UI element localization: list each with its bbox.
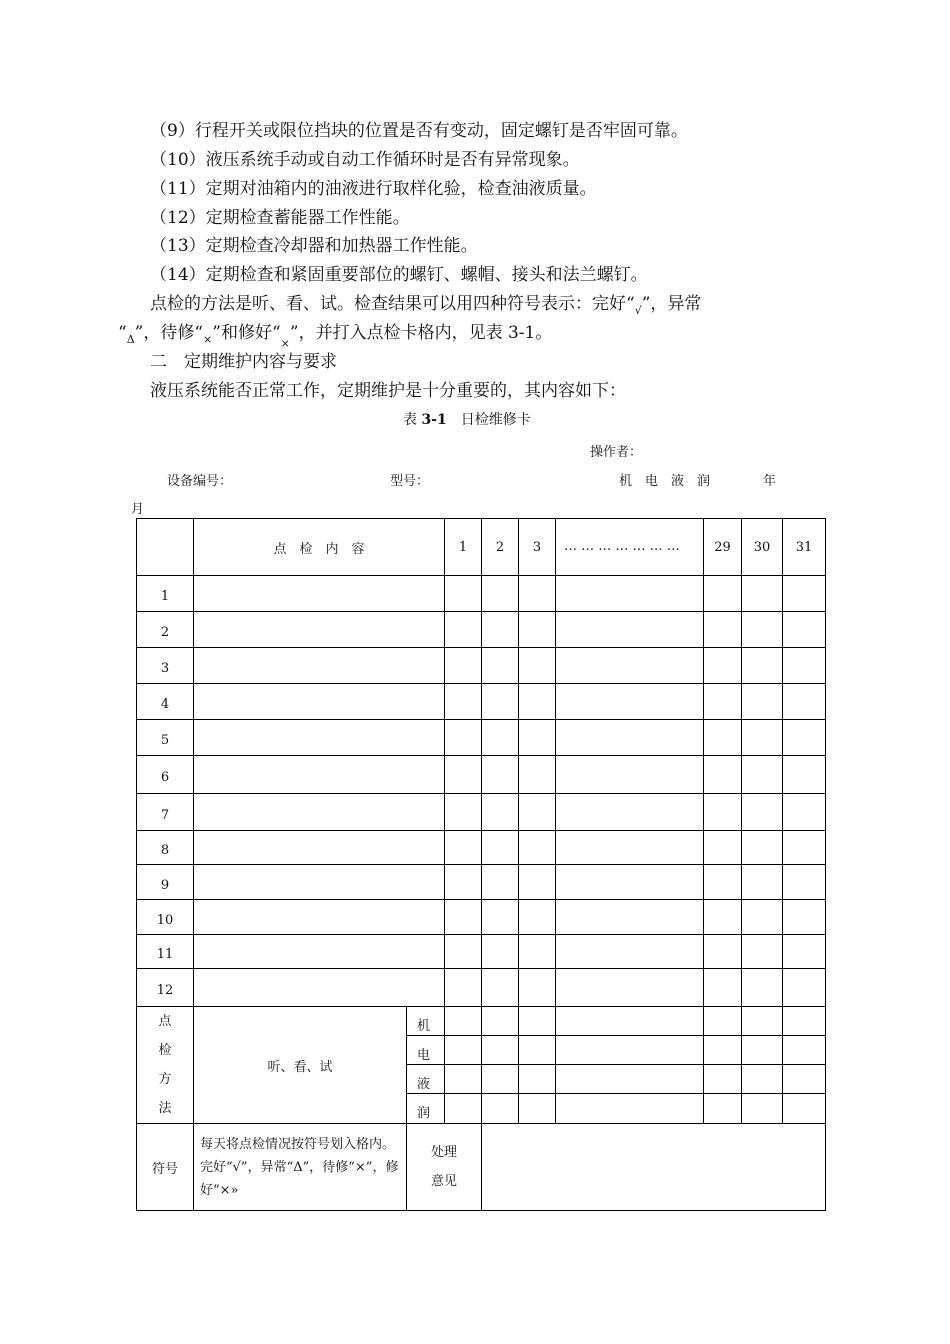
row-content-cell[interactable] <box>194 969 445 1007</box>
row-content-cell[interactable] <box>194 576 445 612</box>
table-row <box>137 865 826 900</box>
row-content-cell[interactable] <box>194 684 445 720</box>
section-intro: 液压系统能否正常工作，定期维护是十分重要的，其内容如下： <box>150 381 626 401</box>
row-content-cell[interactable] <box>194 831 445 865</box>
row-number: 1 <box>137 576 194 612</box>
device-number-label: 设备编号： <box>167 474 233 489</box>
header-ellipsis: … … … … … … … <box>556 519 704 576</box>
symbol-note: 每天将点检情况按符号划入格内。完好“√”，异常“Δ”，待修“×”，修好“×» <box>194 1124 407 1211</box>
table-row <box>137 684 826 720</box>
paragraph-item-14: （14）定期检查和紧固重要部位的螺钉、螺帽、接头和法兰螺钉。 <box>150 265 648 285</box>
row-number: 11 <box>137 935 194 969</box>
method-label: 点 检 方 法 <box>137 1007 194 1124</box>
row-number: 6 <box>137 756 194 794</box>
method-text: 听、看、试 <box>194 1007 407 1124</box>
method-text-a: 点检的方法是听、看、试。检查结果可以用四种符号表示：完好“ <box>150 294 635 314</box>
inspection-card-table <box>136 518 826 1211</box>
row-number: 5 <box>137 720 194 756</box>
ok-symbol: √ <box>634 304 642 317</box>
header-day-3: 3 <box>519 519 556 576</box>
abnormal-symbol: Δ <box>126 333 135 346</box>
method-paragraph-line-1 <box>150 294 701 316</box>
table-row <box>137 935 826 969</box>
method-text-d: ”和修好“ <box>212 323 281 343</box>
row-number: 4 <box>137 684 194 720</box>
method-text-c: ”，待修“ <box>134 323 204 343</box>
method-text-b: ”，异常 <box>641 294 702 314</box>
table-row <box>137 612 826 648</box>
table-row <box>137 831 826 865</box>
row-content-cell[interactable] <box>194 648 445 684</box>
row-content-cell[interactable] <box>194 935 445 969</box>
table-row <box>137 720 826 756</box>
method-sub-mechanical: 机 <box>407 1007 445 1036</box>
method-text-e: ”，并打入点检卡格内，见表 3-1。 <box>289 323 553 343</box>
paragraph-item-12: （12）定期检查蓄能器工作性能。 <box>150 208 410 228</box>
header-day-30: 30 <box>742 519 783 576</box>
repair-symbol: × <box>203 333 213 346</box>
method-quote: “ <box>118 323 127 343</box>
header-day-29: 29 <box>704 519 742 576</box>
table-row <box>137 794 826 831</box>
operator-label: 操作者： <box>590 445 643 460</box>
handling-label: 处理 意见 <box>407 1124 482 1211</box>
paragraph-item-13: （13）定期检查冷却器和加热器工作性能。 <box>150 236 478 256</box>
paragraph-item-11: （11）定期对油箱内的油液进行取样化验，检查油液质量。 <box>150 179 597 199</box>
table-row <box>137 648 826 684</box>
table-row <box>137 969 826 1007</box>
section-heading: 二 定期维护内容与要求 <box>150 352 337 372</box>
header-day-31: 31 <box>783 519 826 576</box>
year-label: 年 <box>763 474 777 489</box>
row-content-cell[interactable] <box>194 720 445 756</box>
model-label: 型号： <box>390 474 430 489</box>
row-content-cell[interactable] <box>194 865 445 900</box>
paragraph-item-10: （10）液压系统手动或自动工作循环时是否有异常现象。 <box>150 150 580 170</box>
row-content-cell[interactable] <box>194 900 445 935</box>
row-number: 10 <box>137 900 194 935</box>
header-blank-cell <box>137 519 194 576</box>
category-labels: 机 电 液 润 <box>619 474 711 489</box>
row-number: 3 <box>137 648 194 684</box>
table-caption: 表 3-1 日检维修卡 <box>403 412 531 428</box>
row-number: 7 <box>137 794 194 831</box>
symbol-label: 符号 <box>137 1124 194 1211</box>
header-content: 点 检 内 容 <box>194 519 445 576</box>
table-row <box>137 756 826 794</box>
method-row <box>137 1007 826 1036</box>
header-day-2: 2 <box>482 519 519 576</box>
table-header-row <box>137 519 826 576</box>
handling-opinion-field[interactable] <box>482 1124 826 1211</box>
row-number: 8 <box>137 831 194 865</box>
method-sub-hydraulic: 液 <box>407 1065 445 1094</box>
symbol-row <box>137 1124 826 1211</box>
method-sub-electrical: 电 <box>407 1036 445 1065</box>
row-number: 2 <box>137 612 194 648</box>
row-number: 9 <box>137 865 194 900</box>
table-number: 3-1 <box>421 412 447 428</box>
header-day-1: 1 <box>445 519 482 576</box>
month-label: 月 <box>131 502 145 517</box>
row-number: 12 <box>137 969 194 1007</box>
method-paragraph-line-2 <box>118 323 553 350</box>
table-row <box>137 900 826 935</box>
row-content-cell[interactable] <box>194 794 445 831</box>
table-row <box>137 576 826 612</box>
table-title: 日检维修卡 <box>460 412 531 428</box>
method-sub-lubrication: 润 <box>407 1094 445 1124</box>
row-content-cell[interactable] <box>194 756 445 794</box>
repaired-symbol: × <box>280 337 290 350</box>
row-content-cell[interactable] <box>194 612 445 648</box>
paragraph-item-9: （9）行程开关或限位挡块的位置是否有变动，固定螺钉是否牢固可靠。 <box>150 121 688 141</box>
